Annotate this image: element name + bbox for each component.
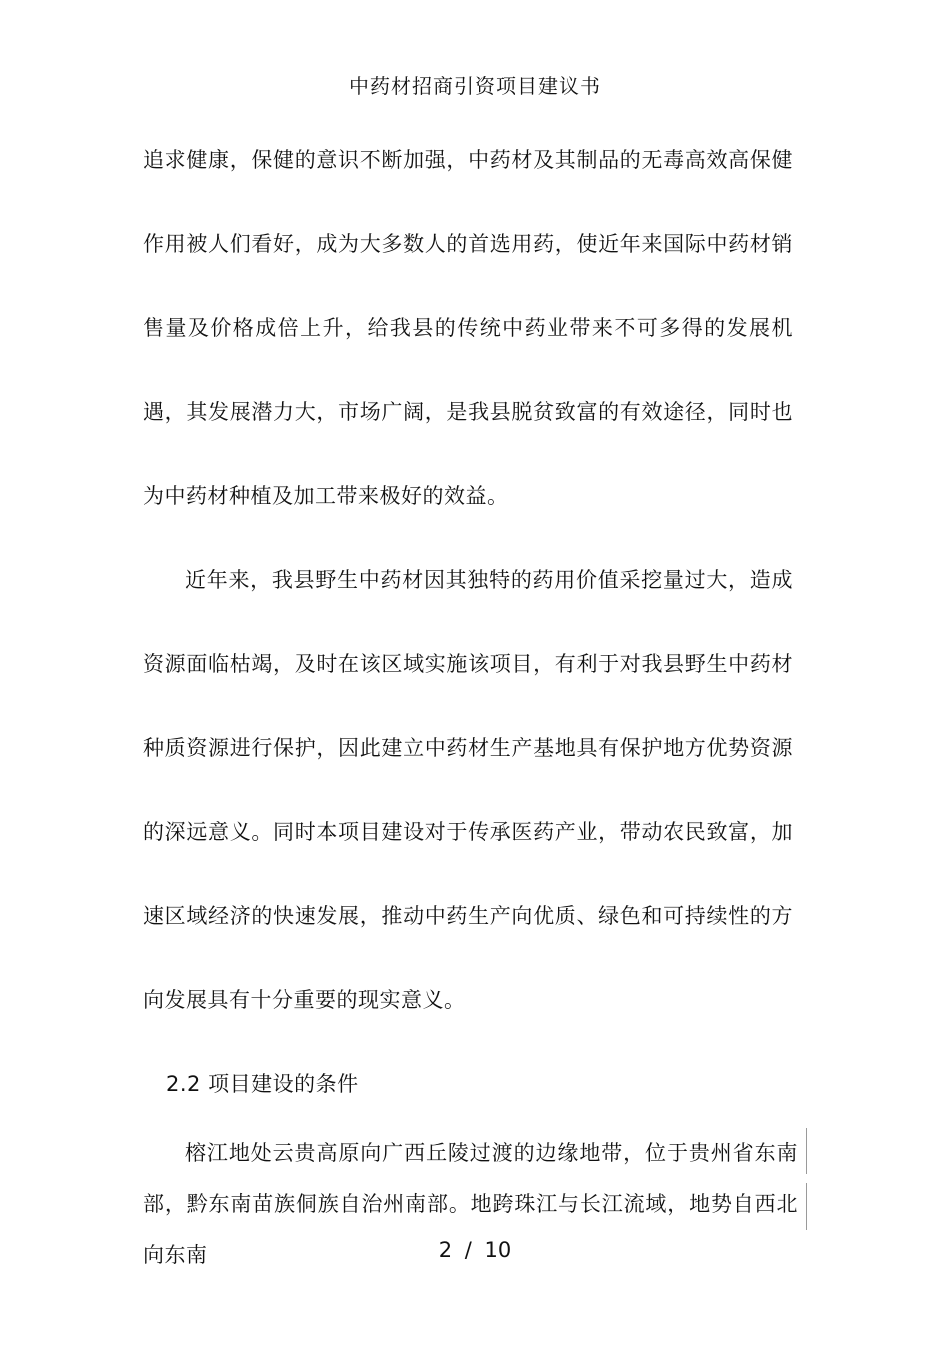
margin-rule-line [806, 1183, 807, 1230]
margin-rule-line [806, 1128, 807, 1174]
section-heading-2-2: 2.2 项目建设的条件 [166, 1072, 359, 1096]
section-paragraph: 榕江地处云贵高原向广西丘陵过渡的边缘地带，位于贵州省东南部，黔东南苗族侗族自治州南部。地跨珠江与长江流域，地势自西北向东南 [143, 1141, 798, 1267]
body-paragraph-1: 追求健康，保健的意识不断加强，中药材及其制品的无毒高效高保健作用被人们看好，成为大多数人的首选用药，使近年来国际中药材销售量及价格成倍上升，给我县的传统中药业带来不可多得的发展机遇，其发展潜力大，市场广阔，是我县脱贫致富的有效途径，同时也为中药材种植及加工带来极好的效益。 [143, 148, 793, 508]
document-header-title: 中药材招商引资项目建议书 [349, 74, 601, 98]
body-paragraph-2: 近年来，我县野生中药材因其独特的药用价值采挖量过大，造成资源面临枯竭，及时在该区域实施该项目，有利于对我县野生中药材种质资源进行保护，因此建立中药材生产基地具有保护地方优势资源的深远意义。同时本项目建设对于传承医药产业，带动农民致富，加速区域经济的快速发展，推动中药生产向优质、绿色和可持续性的方向发展具有十分重要的现实意义。 [143, 568, 793, 1012]
page-number-indicator: 2 / 10 [438, 1238, 512, 1262]
